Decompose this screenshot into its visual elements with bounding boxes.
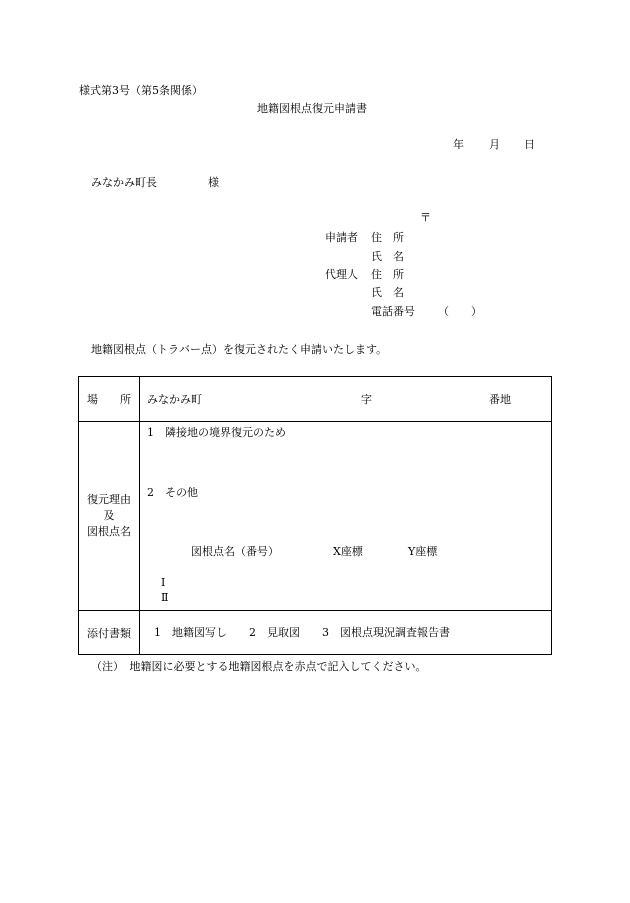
attachments-list: 1 地籍図写し 2 見取図 3 図根点現況調査報告書 bbox=[154, 626, 450, 639]
addressee-name: みなかみ町長 bbox=[91, 176, 157, 189]
form-number: 様式第3号（第5条関係） bbox=[79, 84, 203, 97]
reason-value-cell bbox=[140, 422, 552, 611]
location-aza: 字 bbox=[361, 393, 372, 406]
application-table bbox=[78, 376, 552, 655]
point-row-2: Ⅱ bbox=[161, 591, 169, 604]
agent-label: 代理人 bbox=[325, 268, 358, 281]
location-label-cell bbox=[79, 377, 140, 422]
date-day-label: 日 bbox=[524, 138, 535, 151]
location-label: 場 所 bbox=[87, 393, 131, 406]
reason-label-cell bbox=[79, 422, 140, 611]
agent-name-label: 氏 名 bbox=[371, 286, 404, 299]
reason-item-2: 2 その他 bbox=[147, 486, 198, 499]
document-title: 地籍図根点復元申請書 bbox=[257, 102, 367, 115]
addressee-honorific: 様 bbox=[208, 176, 219, 189]
y-coordinate-header: Y座標 bbox=[408, 545, 438, 558]
date-month-label: 月 bbox=[489, 138, 500, 151]
phone-parentheses: （ ） bbox=[438, 305, 482, 318]
reason-label-line3: 図根点名 bbox=[87, 524, 131, 538]
attachments-value-cell bbox=[140, 611, 552, 655]
location-banchi: 番地 bbox=[489, 393, 511, 406]
postal-mark: 〒 bbox=[420, 211, 431, 224]
reason-label-line2: 及 bbox=[103, 509, 115, 523]
phone-label: 電話番号 bbox=[371, 305, 415, 318]
date-year-label: 年 bbox=[453, 138, 464, 151]
applicant-label: 申請者 bbox=[325, 231, 358, 244]
attachments-label-cell bbox=[79, 611, 140, 655]
location-value-cell bbox=[140, 377, 552, 422]
point-name-header: 図根点名（番号） bbox=[191, 545, 279, 558]
location-town: みなかみ町 bbox=[147, 393, 202, 406]
applicant-address-label: 住 所 bbox=[371, 231, 404, 244]
reason-label-line1: 復元理由 bbox=[87, 493, 131, 507]
applicant-name-label: 氏 名 bbox=[371, 250, 404, 263]
footnote: （注） 地籍図に必要とする地籍図根点を赤点で記入してください。 bbox=[91, 660, 427, 673]
x-coordinate-header: X座標 bbox=[333, 545, 363, 558]
agent-address-label: 住 所 bbox=[371, 268, 404, 281]
application-statement: 地籍図根点（トラバー点）を復元されたく申請いたします。 bbox=[91, 343, 388, 356]
attachments-label: 添付書類 bbox=[87, 626, 131, 640]
point-row-1: Ⅰ bbox=[161, 576, 166, 589]
reason-item-1: 1 隣接地の境界復元のため bbox=[147, 426, 286, 439]
